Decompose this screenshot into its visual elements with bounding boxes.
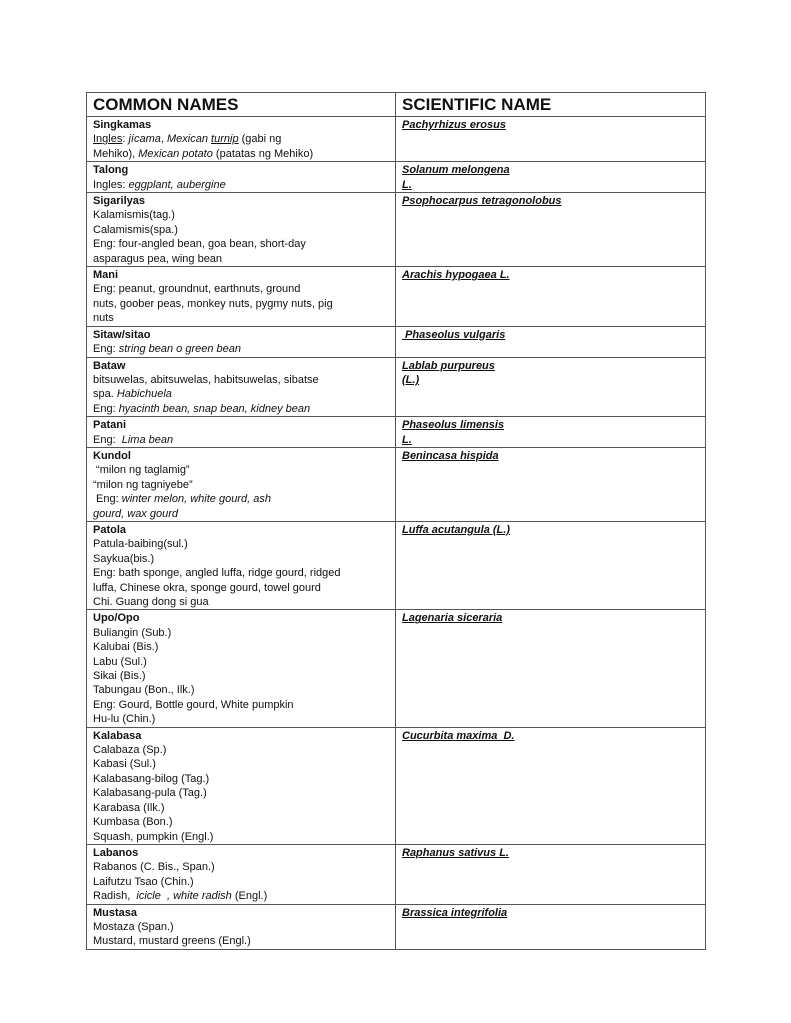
common-name: Sigarilyas [93,195,145,208]
name-line: Eng: winter melon, white gourd, ash [93,493,271,506]
name-line: Kumbasa (Bon.) [93,816,173,829]
common-name: Labanos [93,846,139,859]
common-names-cell [87,727,396,844]
name-line: Kabasi (Sul.) [93,758,156,771]
name-line: Mehiko), Mexican potato (patatas ng Mehiko) [93,147,314,160]
name-line: Mostaza (Span.) [93,920,174,933]
names-table [86,92,706,950]
name-line: Rabanos (C. Bis., Span.) [93,861,215,874]
common-name: Patani [93,419,127,432]
table-row [87,610,706,727]
name-line: Labu (Sul.) [93,655,147,668]
name-line: “milon ng tagniyebe” [93,478,193,491]
name-line: Calamismis(spa.) [93,223,178,236]
scientific-name-cell [396,417,706,448]
scientific-name-cell [396,904,706,949]
common-name: Kalabasa [93,729,142,742]
scientific-name: Benincasa hispida [402,449,499,462]
common-names-cell [87,610,396,727]
common-names-cell [87,267,396,327]
common-names-cell [87,117,396,162]
common-name: Bataw [93,359,126,372]
scientific-name: Phaseolus limensis [402,419,505,432]
scientific-name: Phaseolus vulgaris [402,328,506,341]
name-line: Patula-baibing(sul.) [93,538,188,551]
name-line: Mustard, mustard greens (Engl.) [93,935,251,948]
name-line: Eng: Lima bean [93,433,174,446]
scientific-name-author: L. [402,433,412,446]
name-line: Eng: Gourd, Bottle gourd, White pumpkin [93,698,294,711]
common-name: Mani [93,269,119,282]
common-name: Singkamas [93,119,152,131]
name-line: Sikai (Bis.) [93,670,146,683]
name-line: bitsuwelas, abitsuwelas, habitsuwelas, sibatse [93,373,319,386]
scientific-name-cell [396,727,706,844]
name-line: Saykua(bis.) [93,552,155,565]
scientific-name-cell [396,193,706,267]
common-names-cell [87,447,396,521]
name-line: Tabungau (Bon., Ilk.) [93,684,195,697]
name-line: Eng: peanut, groundnut, earthnuts, ground [93,283,301,296]
table-row [87,844,706,904]
scientific-name: Pachyrhizus erosus [402,119,506,131]
scientific-name-header: SCIENTIFIC NAME [396,93,706,117]
scientific-name-cell [396,162,706,193]
scientific-name-cell [396,844,706,904]
common-name: Upo/Opo [93,612,140,625]
name-line: Radish, icicle , white radish (Engl.) [93,890,268,903]
common-name: Mustasa [93,906,138,919]
scientific-name-cell [396,521,706,609]
scientific-name-cell [396,357,706,417]
name-line: Hu-lu (Chin.) [93,713,156,726]
name-line: “milon ng taglamig” [93,464,190,477]
name-line: Karabasa (Ilk.) [93,801,165,814]
name-line: Kalabasang-bilog (Tag.) [93,772,210,785]
table-row [87,162,706,193]
table-row [87,193,706,267]
name-line: Eng: hyacinth bean, snap bean, kidney bean [93,402,311,415]
name-line: Kalubai (Bis.) [93,641,159,654]
name-line: gourd, wax gourd [93,507,178,520]
scientific-name: Cucurbita maxima D. [402,729,515,742]
scientific-name-author: L. [402,178,412,191]
common-name: Kundol [93,449,131,462]
name-line: Ingles: eggplant, aubergine [93,178,226,191]
scientific-name-author: (L.) [402,373,420,386]
common-names-cell [87,162,396,193]
common-names-cell [87,521,396,609]
scientific-name-cell [396,267,706,327]
name-line: asparagus pea, wing bean [93,252,223,265]
scientific-name: Luffa acutangula (L.) [402,523,510,536]
common-names-cell [87,844,396,904]
table-row [87,521,706,609]
name-line: Eng: four-angled bean, goa bean, short-day [93,238,306,251]
name-line: luffa, Chinese okra, sponge gourd, towel gourd [93,581,321,594]
name-line: Chi. Guang dong si gua [93,596,209,608]
name-line: spa. Habichuela [93,388,172,401]
table-row [87,447,706,521]
name-line: Kalamismis(tag.) [93,209,175,222]
common-names-cell [87,357,396,417]
name-line: Ingles: jícama, Mexican turnip (gabi ng [93,133,282,146]
name-line: nuts [93,312,114,325]
common-name: Sitaw/sitao [93,328,151,341]
scientific-name: Lablab purpureus [402,359,495,372]
scientific-name-cell [396,610,706,727]
table-row [87,904,706,949]
scientific-name-cell [396,117,706,162]
header-row [87,93,706,117]
scientific-name: Lagenaria siceraria [402,612,503,625]
common-names-header: COMMON NAMES [87,93,396,117]
common-names-cell [87,326,396,357]
scientific-name: Solanum melongena [402,164,510,177]
table-row [87,326,706,357]
table-row [87,117,706,162]
common-names-cell [87,904,396,949]
table-row [87,267,706,327]
common-name: Talong [93,164,129,177]
name-line: nuts, goober peas, monkey nuts, pygmy nuts, pig [93,297,333,310]
scientific-name-cell [396,326,706,357]
scientific-name: Brassica integrifolia [402,906,508,919]
name-line: Eng: bath sponge, angled luffa, ridge gourd, ridged [93,567,341,580]
scientific-name: Raphanus sativus L. [402,846,509,859]
name-line: Buliangin (Sub.) [93,626,172,639]
common-names-cell [87,417,396,448]
name-line: Eng: string bean o green bean [93,343,242,356]
name-line: Squash, pumpkin (Engl.) [93,830,214,843]
table-row [87,357,706,417]
scientific-name: Psophocarpus tetragonolobus [402,195,562,208]
common-names-cell [87,193,396,267]
scientific-name: Arachis hypogaea L. [402,269,510,282]
table-row [87,727,706,844]
name-line: Kalabasang-pula (Tag.) [93,787,207,800]
common-name: Patola [93,523,127,536]
scientific-name-cell [396,447,706,521]
name-line: Laifutzu Tsao (Chin.) [93,875,194,888]
table-row [87,417,706,448]
name-line: Calabaza (Sp.) [93,744,167,757]
